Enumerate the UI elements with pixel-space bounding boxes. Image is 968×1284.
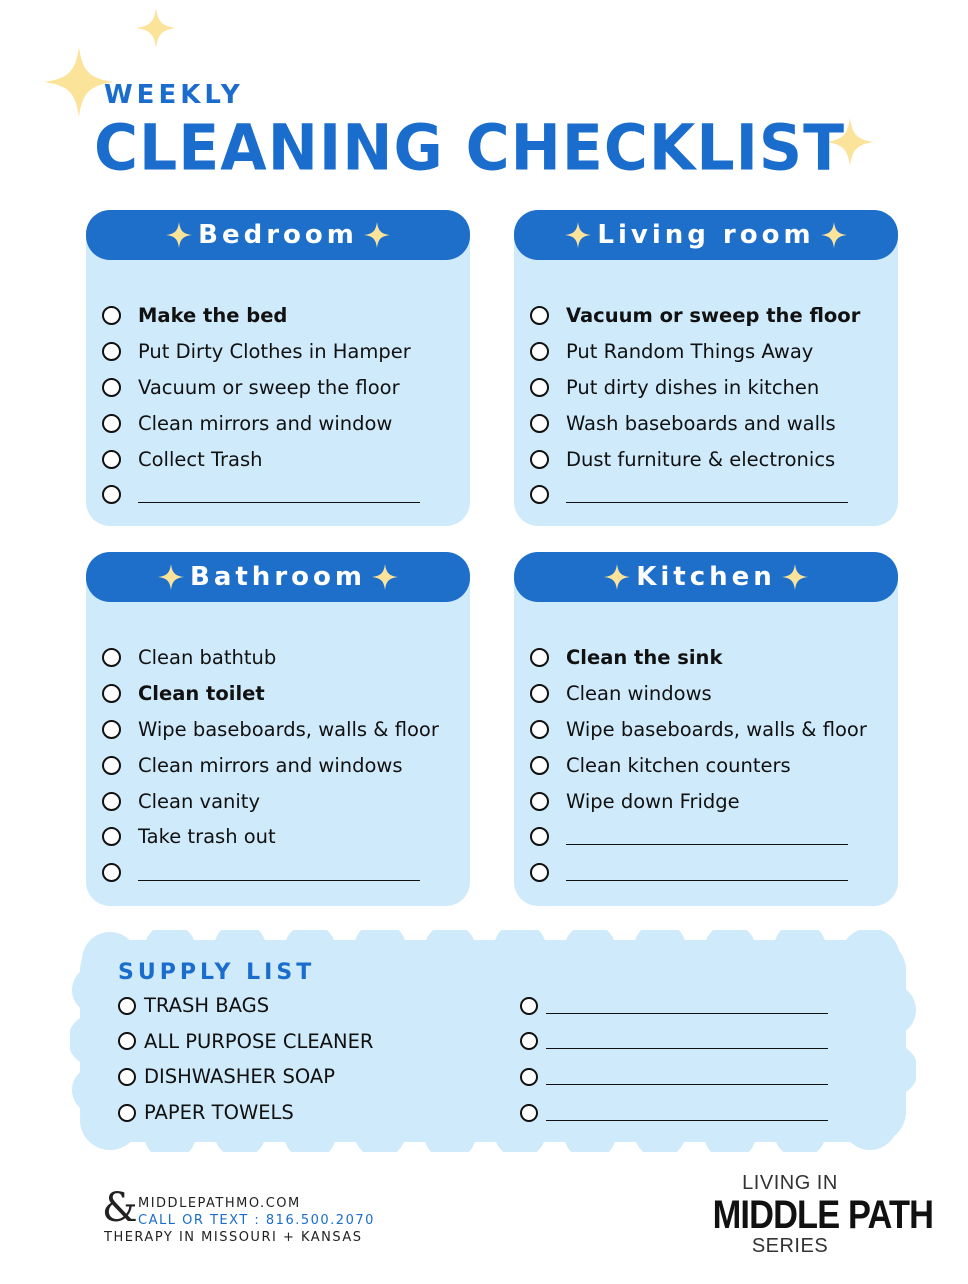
blank-line[interactable] — [566, 829, 848, 845]
checkbox-circle-icon[interactable] — [118, 997, 136, 1015]
list-item: Clean bathtub — [102, 640, 462, 676]
blank-list-item — [520, 1059, 828, 1095]
checkbox-circle-icon[interactable] — [102, 792, 121, 811]
sparkle-star-icon — [364, 222, 390, 248]
checkbox-circle-icon[interactable] — [102, 450, 121, 469]
kitchen-title: Kitchen — [636, 562, 776, 592]
checkbox-circle-icon[interactable] — [520, 997, 538, 1015]
ampersand-logo-icon: & — [102, 1185, 138, 1231]
sparkle-star-icon — [166, 222, 192, 248]
bedroom-title: Bedroom — [198, 220, 358, 250]
bathroom-header — [86, 552, 470, 602]
list-item: Wash baseboards and walls — [530, 405, 890, 441]
checkbox-circle-icon[interactable] — [530, 414, 549, 433]
blank-line[interactable] — [546, 1105, 828, 1121]
list-item: PAPER TOWELS — [118, 1095, 373, 1131]
sparkle-star-icon — [782, 564, 808, 590]
blank-line[interactable] — [138, 487, 420, 503]
sparkle-star-icon — [372, 564, 398, 590]
list-item: Clean mirrors and windows — [102, 747, 462, 783]
list-item: TRASH BAGS — [118, 988, 373, 1024]
blank-line[interactable] — [546, 1069, 828, 1085]
checkbox-circle-icon[interactable] — [118, 1068, 136, 1086]
checkbox-circle-icon[interactable] — [102, 827, 121, 846]
bedroom-card — [86, 210, 470, 526]
checkbox-circle-icon[interactable] — [520, 1032, 538, 1050]
list-item: Put Random Things Away — [530, 334, 890, 370]
checkbox-circle-icon[interactable] — [102, 414, 121, 433]
checkbox-circle-icon[interactable] — [530, 792, 549, 811]
list-item: Clean the sink — [530, 640, 890, 676]
list-item: Clean kitchen counters — [530, 747, 890, 783]
series-logo-bottom: SERIES — [751, 1235, 829, 1257]
checkbox-circle-icon[interactable] — [118, 1032, 136, 1050]
checkbox-circle-icon[interactable] — [520, 1068, 538, 1086]
list-item: Wipe baseboards, walls & floor — [530, 712, 890, 748]
bathroom-card — [86, 552, 470, 906]
sparkle-star-icon — [158, 564, 184, 590]
checklist-subtitle: WEEKLY — [104, 80, 244, 110]
blank-list-item — [102, 855, 462, 891]
checkbox-circle-icon[interactable] — [102, 378, 121, 397]
list-item: Collect Trash — [102, 441, 462, 477]
bathroom-list — [102, 640, 462, 891]
kitchen-header — [514, 552, 898, 602]
supply-list-title: SUPPLY LIST — [118, 960, 316, 985]
checkbox-circle-icon[interactable] — [530, 450, 549, 469]
checkbox-circle-icon[interactable] — [118, 1104, 136, 1122]
blank-list-item — [530, 477, 890, 513]
list-item: Clean windows — [530, 676, 890, 712]
phone-contact[interactable]: CALL OR TEXT : 816.500.2070 — [138, 1213, 375, 1228]
blank-line[interactable] — [546, 998, 828, 1014]
blank-list-item — [520, 988, 828, 1024]
checkbox-circle-icon[interactable] — [530, 342, 549, 361]
bedroom-list — [102, 298, 462, 513]
blank-list-item — [520, 1024, 828, 1060]
series-logo-main: MIDDLE PATH — [712, 1193, 934, 1237]
checkbox-circle-icon[interactable] — [102, 485, 121, 504]
list-item: Take trash out — [102, 819, 462, 855]
sparkle-star-icon — [565, 222, 591, 248]
list-item: Clean toilet — [102, 676, 462, 712]
list-item: ALL PURPOSE CLEANER — [118, 1024, 373, 1060]
checkbox-circle-icon[interactable] — [530, 720, 549, 739]
blank-list-item — [102, 477, 462, 513]
checkbox-circle-icon[interactable] — [530, 378, 549, 397]
blank-list-item — [530, 855, 890, 891]
list-item: Put Dirty Clothes in Hamper — [102, 334, 462, 370]
checkbox-circle-icon[interactable] — [102, 720, 121, 739]
supply-list-right — [520, 988, 828, 1130]
list-item: Clean mirrors and window — [102, 405, 462, 441]
footer-tagline: THERAPY IN MISSOURI + KANSAS — [104, 1230, 363, 1245]
blank-line[interactable] — [566, 865, 848, 881]
living-room-header — [514, 210, 898, 260]
checkbox-circle-icon[interactable] — [530, 827, 549, 846]
website-link[interactable]: MIDDLEPATHMO.COM — [138, 1196, 301, 1211]
list-item: Clean vanity — [102, 783, 462, 819]
blank-list-item — [520, 1095, 828, 1131]
sparkle-star-icon — [136, 8, 176, 48]
series-logo — [700, 1172, 934, 1258]
checkbox-circle-icon[interactable] — [102, 306, 121, 325]
checkbox-circle-icon[interactable] — [530, 684, 549, 703]
checkbox-circle-icon[interactable] — [530, 863, 549, 882]
supply-list-left — [118, 988, 373, 1130]
checkbox-circle-icon[interactable] — [530, 485, 549, 504]
living-room-card — [514, 210, 898, 526]
list-item: Put dirty dishes in kitchen — [530, 370, 890, 406]
checkbox-circle-icon[interactable] — [530, 306, 549, 325]
blank-line[interactable] — [546, 1033, 828, 1049]
sparkle-star-icon — [821, 222, 847, 248]
supply-list-card — [80, 940, 906, 1142]
blank-line[interactable] — [566, 487, 848, 503]
checkbox-circle-icon[interactable] — [520, 1104, 538, 1122]
checkbox-circle-icon[interactable] — [102, 684, 121, 703]
blank-line[interactable] — [138, 865, 420, 881]
list-item: Vacuum or sweep the floor — [102, 370, 462, 406]
checkbox-circle-icon[interactable] — [102, 648, 121, 667]
bedroom-header — [86, 210, 470, 260]
checkbox-circle-icon[interactable] — [102, 756, 121, 775]
checkbox-circle-icon[interactable] — [102, 342, 121, 361]
list-item: DISHWASHER SOAP — [118, 1059, 373, 1095]
page-title: CLEANING CHECKLIST — [94, 112, 846, 186]
living-room-list — [530, 298, 890, 513]
list-item: Make the bed — [102, 298, 462, 334]
checkbox-circle-icon[interactable] — [102, 863, 121, 882]
bathroom-title: Bathroom — [190, 562, 366, 592]
blank-list-item — [530, 819, 890, 855]
checkbox-circle-icon[interactable] — [530, 648, 549, 667]
living-room-title: Living room — [597, 220, 815, 250]
list-item: Vacuum or sweep the floor — [530, 298, 890, 334]
list-item: Dust furniture & electronics — [530, 441, 890, 477]
kitchen-list — [530, 640, 890, 891]
kitchen-card — [514, 552, 898, 906]
sparkle-star-icon — [604, 564, 630, 590]
checkbox-circle-icon[interactable] — [530, 756, 549, 775]
list-item: Wipe down Fridge — [530, 783, 890, 819]
series-logo-top: LIVING IN — [742, 1172, 838, 1194]
list-item: Wipe baseboards, walls & floor — [102, 712, 462, 748]
